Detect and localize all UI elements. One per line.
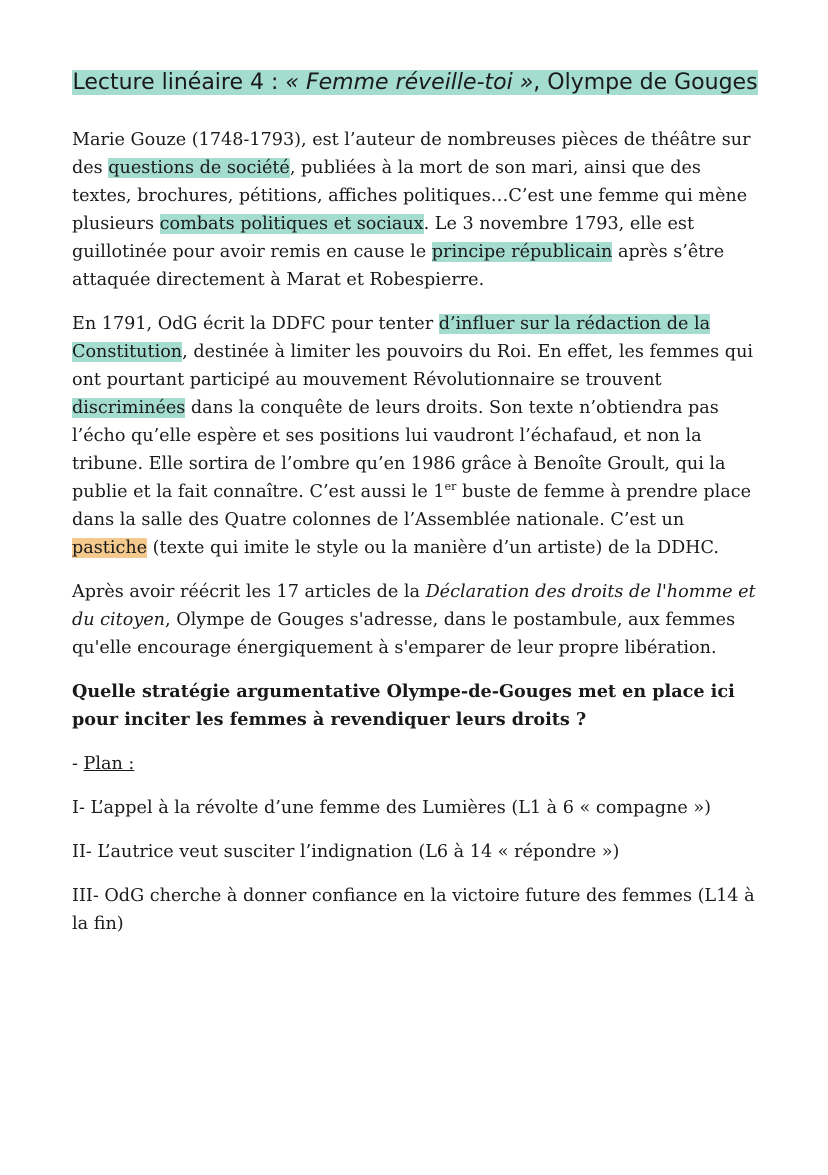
superscript-er: er <box>444 480 457 494</box>
text-span: , publiées à la mort de son mari, ainsi que des textes, brochures, pétitions, affiches politiques…C’est une femme qui mène plusieurs <box>72 158 748 234</box>
text-span: , Olympe de Gouges s'adresse, dans le postambule, aux femmes qu'elle encourage énergiquement à s'emparer de leur propre libération. <box>72 610 736 658</box>
highlight-combats: combats politiques et sociaux <box>159 214 424 234</box>
problematique: Quelle stratégie argumentative Olympe-de-Gouges met en place ici pour inciter les femmes à revendiquer leurs droits ? <box>72 681 735 730</box>
paragraph-context <box>72 310 758 562</box>
plan-label: Plan : <box>83 754 135 774</box>
highlight-pastiche: pastiche <box>72 538 148 558</box>
declaration-title: Déclaration des droits de l'homme et du citoyen <box>72 582 756 630</box>
page-title <box>72 68 758 98</box>
text-span: après s’être attaquée directement à Marat et Robespierre. <box>72 242 725 290</box>
plan-item-2: II- L’autrice veut susciter l’indignation (L6 à 14 « répondre ») <box>72 842 620 862</box>
highlight-constitution: d’influer sur la rédaction de la Constitution <box>72 314 711 362</box>
document-body <box>72 126 758 938</box>
highlight-principe-republicain: principe républicain <box>431 242 613 262</box>
text-span: (texte qui imite le style ou la manière d’un artiste) de la DDHC. <box>147 538 719 558</box>
text-span: , destinée à limiter les pouvoirs du Roi. En effet, les femmes qui ont pourtant participé au mouvement Révolutionnaire se trouvent <box>72 342 754 390</box>
text-span: buste de femme à prendre place dans la salle des Quatre colonnes de l’Assemblée nationale. C’est un <box>72 482 752 530</box>
plan-heading <box>72 750 758 778</box>
highlight-questions-societe: questions de société <box>108 158 290 178</box>
text-span: dans la conquête de leurs droits. Son texte n’obtiendra pas l’écho qu’elle espère et ses positions lui vaudront l’échafaud, et non la tribune. Elle sortira de l’ombre qu’en 1986 grâce à Benoîte Groult, qui la publie et la fait connaître. C’est aussi le 1 <box>72 398 726 502</box>
title-suffix: , Olympe de Gouges <box>533 70 758 95</box>
highlight-discriminees: discriminées <box>72 398 186 418</box>
text-span: En 1791, OdG écrit la DDFC pour tenter <box>72 314 439 334</box>
title-prefix: Lecture linéaire 4 : <box>72 70 286 95</box>
plan-dash: - <box>72 754 84 774</box>
title-quote: « Femme réveille-toi » <box>285 70 534 95</box>
title-highlight <box>72 70 757 95</box>
text-span: . Le 3 novembre 1793, elle est guillotinée pour avoir remis en cause le <box>72 214 695 262</box>
paragraph-biography <box>72 126 758 294</box>
text-span: Marie Gouze (1748-1793), est l’auteur de nombreuses pièces de théâtre sur des <box>72 130 751 178</box>
paragraph-postambule <box>72 578 758 662</box>
plan-item-1: I- L’appel à la révolte d’une femme des Lumières (L1 à 6 « compagne ») <box>72 798 711 818</box>
plan-item-3: III- OdG cherche à donner confiance en la victoire future des femmes (L14 à la fin) <box>72 886 755 934</box>
text-span: Après avoir réécrit les 17 articles de la <box>72 582 426 602</box>
